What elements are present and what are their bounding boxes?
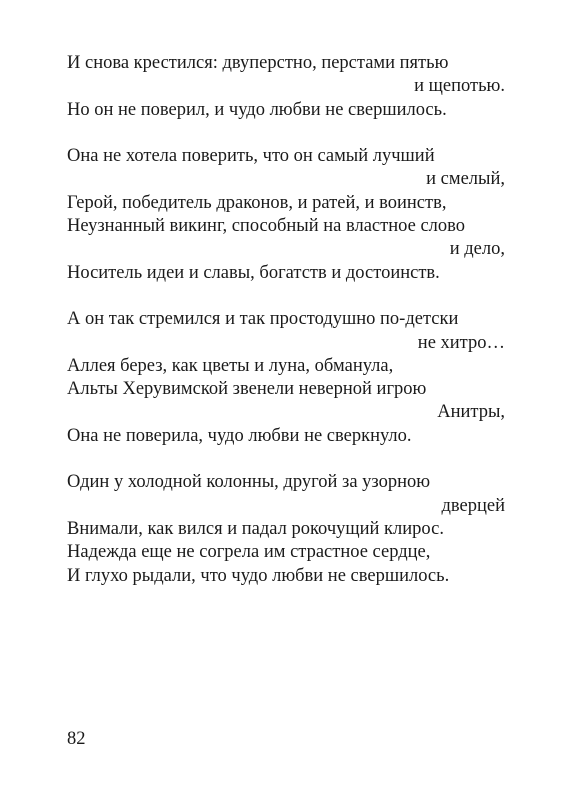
poem-line: Один у холодной колонны, другой за узорною [67, 472, 431, 493]
stanza-3 [67, 308, 505, 448]
poem-line: Аллея берез, как цветы и луна, обманула, [67, 355, 394, 376]
poem-line: А он так стремился и так простодушно по-детски [67, 309, 459, 330]
poem-line-continuation: дверцей [441, 495, 505, 516]
stanza-1 [67, 52, 505, 122]
poem-line: И глухо рыдали, что чудо любви не свершилось. [67, 565, 450, 586]
poem-line-continuation: и смелый, [426, 169, 505, 190]
poem-line: Она не хотела поверить, что он самый лучший [67, 146, 435, 167]
poem-line: Альты Херувимской звенели неверной игрою [67, 379, 427, 400]
poem-line: Внимали, как вился и падал рокочущий клирос. [67, 518, 444, 539]
poem-line: Герой, победитель драконов, и ратей, и воинств, [67, 192, 447, 213]
poem-line: Неузнанный викинг, способный на властное слово [67, 216, 465, 237]
poem-line: Она не поверила, чудо любви не сверкнуло. [67, 425, 412, 446]
poem-line: И снова крестился: двуперстно, перстами пятью [67, 53, 449, 73]
poem-line: Носитель идеи и славы, богатств и достоинств. [67, 262, 440, 283]
page-number: 82 [67, 729, 86, 749]
poem-line: Надежда еще не согрела им страстное сердце, [67, 542, 431, 563]
poem-line-continuation: не хитро… [417, 332, 505, 353]
poem-line: Но он не поверил, и чудо любви не свершилось. [67, 99, 447, 120]
stanza-2 [67, 145, 505, 285]
poem-line-continuation: и дело, [449, 239, 505, 260]
poem-text [67, 52, 505, 611]
poem-line-continuation: Анитры, [437, 402, 505, 423]
poem-line-continuation: и щепотью. [414, 76, 505, 97]
stanza-4 [67, 471, 505, 587]
